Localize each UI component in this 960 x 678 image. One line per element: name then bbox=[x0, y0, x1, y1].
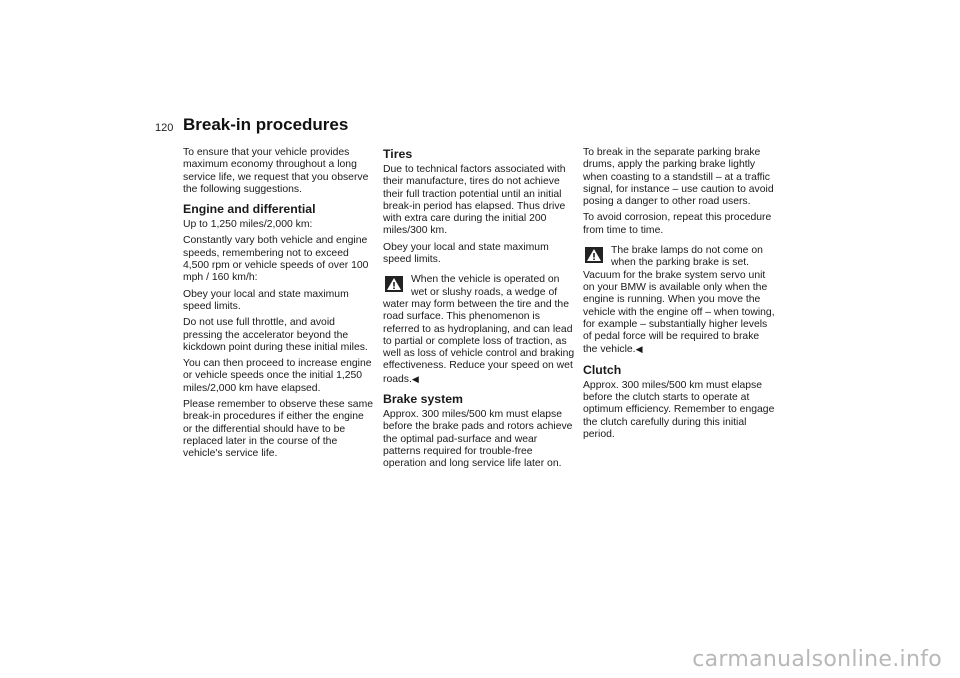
warning-text: The brake lamps do not come on when the parking brake is set. Vacuum for the brake system servo unit on your BMW is available only when the engine is running. When you move the vehicle with the engine off – when towing, for example – substantially higher levels of pedal force will be required to brake the vehicle. bbox=[583, 245, 775, 356]
column-2 bbox=[383, 147, 575, 475]
engine-differential-heading: Engine and differential bbox=[183, 202, 316, 217]
warning-text: When the vehicle is operated on wet or slushy roads, a wedge of water may form between the tire and the road surface. This phenomenon is referred to as hydroplaning, and can lead to partial or complete loss of traction, as well as loss of vehicle control and braking effectiveness. Reduce your speed on wet roads. bbox=[383, 274, 575, 385]
paragraph: To avoid corrosion, repeat this procedure from time to time. bbox=[583, 212, 772, 236]
watermark: carmanualsonline.info bbox=[692, 647, 942, 672]
intro-text: To ensure that your vehicle provides maximum economy throughout a long service life, we request that you observe the following suggestions. bbox=[183, 147, 369, 195]
parking-brake-warning bbox=[583, 245, 775, 357]
paragraph: Approx. 300 miles/500 km must elapse before the clutch starts to operate at optimum efficiency. Remember to engage the clutch carefully during this initial period. bbox=[583, 379, 775, 440]
paragraph: Due to technical factors associated with their manufacture, tires do not achieve their full traction potential until an initial break-in period has elapsed. Thus drive with extra care during the initial 200 miles/300 km. bbox=[383, 164, 566, 237]
page-number: 120 bbox=[155, 122, 174, 134]
page-title: Break-in procedures bbox=[183, 115, 349, 134]
clutch-heading: Clutch bbox=[583, 362, 622, 377]
brake-system-heading: Brake system bbox=[383, 392, 463, 407]
end-marker: ◀ bbox=[635, 344, 643, 355]
paragraph: To break in the separate parking brake drums, apply the parking brake lightly when coasting to a standstill – at a traffic signal, for instance – use caution to avoid posing a danger to other road users. bbox=[583, 147, 774, 208]
paragraph: You can then proceed to increase engine or vehicle speeds once the initial 1,250 miles/2,000 km have elapsed. bbox=[183, 358, 372, 394]
warning-triangle-icon bbox=[385, 276, 403, 292]
paragraph: Obey your local and state maximum speed limits. bbox=[383, 241, 549, 266]
column-1 bbox=[183, 147, 375, 465]
end-marker: ◀ bbox=[411, 373, 419, 384]
paragraph: Constantly vary both vehicle and engine speeds, remembering not to exceed 4,500 rpm or vehicle speeds of over 100 mph / 160 km/h: bbox=[183, 235, 369, 284]
tires-heading: Tires bbox=[383, 147, 413, 161]
paragraph: Do not use full throttle, and avoid pressing the accelerator beyond the kickdown point during these initial miles. bbox=[183, 317, 368, 353]
paragraph: Obey your local and state maximum speed limits. bbox=[183, 288, 349, 312]
paragraph: Please remember to observe these same break-in procedures if either the engine or the differential should have to be replaced later in the course of the vehicle's service life. bbox=[183, 399, 374, 460]
warning-triangle-icon bbox=[585, 247, 603, 263]
column-3 bbox=[583, 147, 775, 445]
hydroplaning-warning bbox=[383, 274, 575, 386]
paragraph: Approx. 300 miles/500 km must elapse before the brake pads and rotors achieve the optimal pad-surface and wear patterns required for trouble-free operation and long service life later on. bbox=[383, 409, 573, 470]
paragraph: Up to 1,250 miles/2,000 km: bbox=[183, 219, 313, 231]
